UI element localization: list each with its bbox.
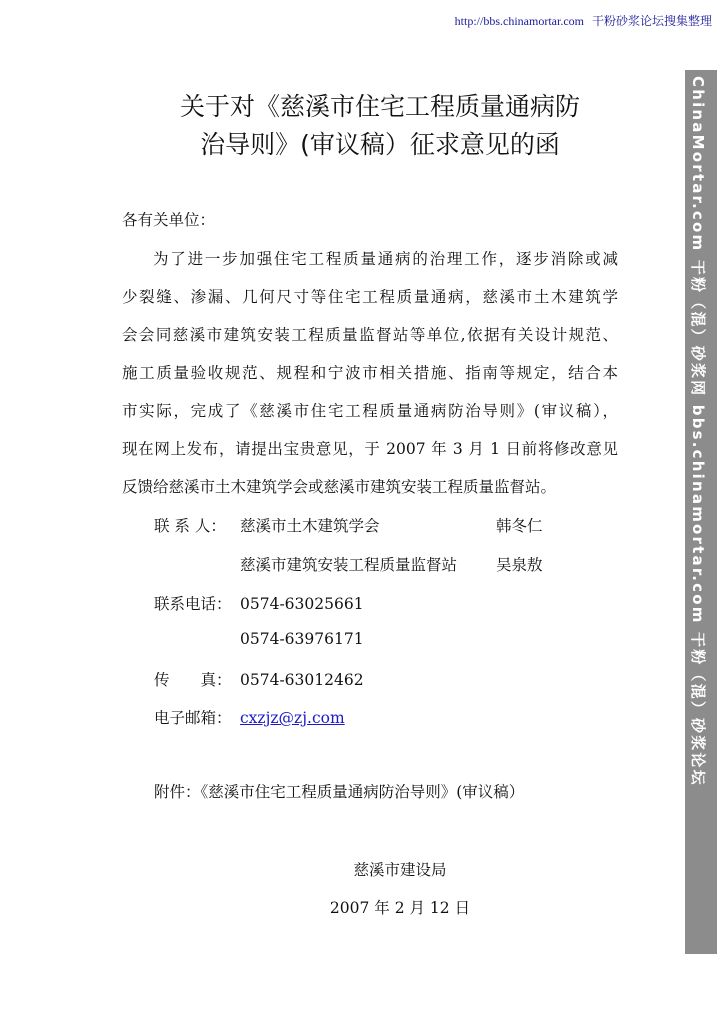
contact-org-2: 慈溪市建筑安装工程质量监督站 bbox=[240, 556, 458, 574]
paragraph-line: 施工质量验收规范、规程和宁波市相关措施、指南等规定，结合本 bbox=[122, 364, 618, 382]
salutation: 各有关单位： bbox=[122, 211, 216, 229]
contact-fax-label: 传 真： bbox=[154, 671, 232, 689]
page-header bbox=[455, 12, 712, 29]
body-paragraph bbox=[122, 240, 618, 506]
document-title bbox=[120, 88, 640, 164]
contact-phone-row-2 bbox=[154, 630, 364, 648]
attachment-line: 附件：《慈溪市住宅工程质量通病防治导则》(审议稿） bbox=[154, 783, 525, 801]
signature-date: 2007 年 2 月 12 日 bbox=[329, 899, 471, 917]
contact-person-row-2 bbox=[154, 553, 543, 575]
contact-phone-row-1 bbox=[154, 592, 364, 614]
contact-email-row bbox=[154, 706, 345, 728]
title-line-1: 关于对《慈溪市住宅工程质量通病防 bbox=[179, 92, 580, 121]
side-banner bbox=[685, 70, 717, 954]
paragraph-line: 会会同慈溪市建筑安装工程质量监督站等单位,依据有关设计规范、 bbox=[122, 326, 618, 344]
contact-email-label: 电子邮箱： bbox=[154, 709, 232, 727]
contact-name-2: 吴泉敖 bbox=[496, 556, 543, 574]
paragraph-line: 为了进一步加强住宅工程质量通病的治理工作，逐步消除或减 bbox=[153, 250, 618, 268]
signature-org: 慈溪市建设局 bbox=[353, 861, 447, 879]
paragraph-line: 反馈给慈溪市土木建筑学会或慈溪市建筑安装工程质量监督站。 bbox=[122, 478, 557, 496]
contact-org-1: 慈溪市土木建筑学会 bbox=[240, 517, 380, 535]
contact-person-row-1 bbox=[154, 514, 543, 536]
contact-email-link[interactable]: cxzjz@zj.com bbox=[240, 709, 345, 727]
contact-phone-2: 0574-63976171 bbox=[240, 630, 364, 648]
paragraph-line: 现在网上发布，请提出宝贵意见，于 2007 年 3 月 1 日前将修改意见 bbox=[122, 440, 618, 458]
contact-person-label: 联 系 人： bbox=[154, 517, 226, 535]
paragraph-line: 市实际，完成了《慈溪市住宅工程质量通病防治导则》(审议稿）， bbox=[122, 402, 618, 420]
title-line-2: 治导则》(审议稿）征求意见的函 bbox=[200, 130, 560, 159]
contact-fax-row bbox=[154, 668, 364, 690]
contact-fax: 0574-63012462 bbox=[240, 671, 364, 689]
paragraph-line: 少裂缝、渗漏、几何尺寸等住宅工程质量通病，慈溪市土木建筑学 bbox=[122, 288, 618, 306]
contact-phone-label: 联系电话： bbox=[154, 595, 232, 613]
contact-phone-1: 0574-63025661 bbox=[240, 595, 364, 613]
header-url[interactable]: http://bbs.chinamortar.com bbox=[454, 14, 584, 28]
header-site-name: 干粉砂浆论坛搜集整理 bbox=[591, 14, 712, 28]
contact-name-1: 韩冬仁 bbox=[496, 517, 543, 535]
side-banner-text: ChinaMortar.com 干粉（混）砂浆网 bbs.chinamortar.com 干粉（混）砂浆论坛 bbox=[689, 76, 707, 787]
